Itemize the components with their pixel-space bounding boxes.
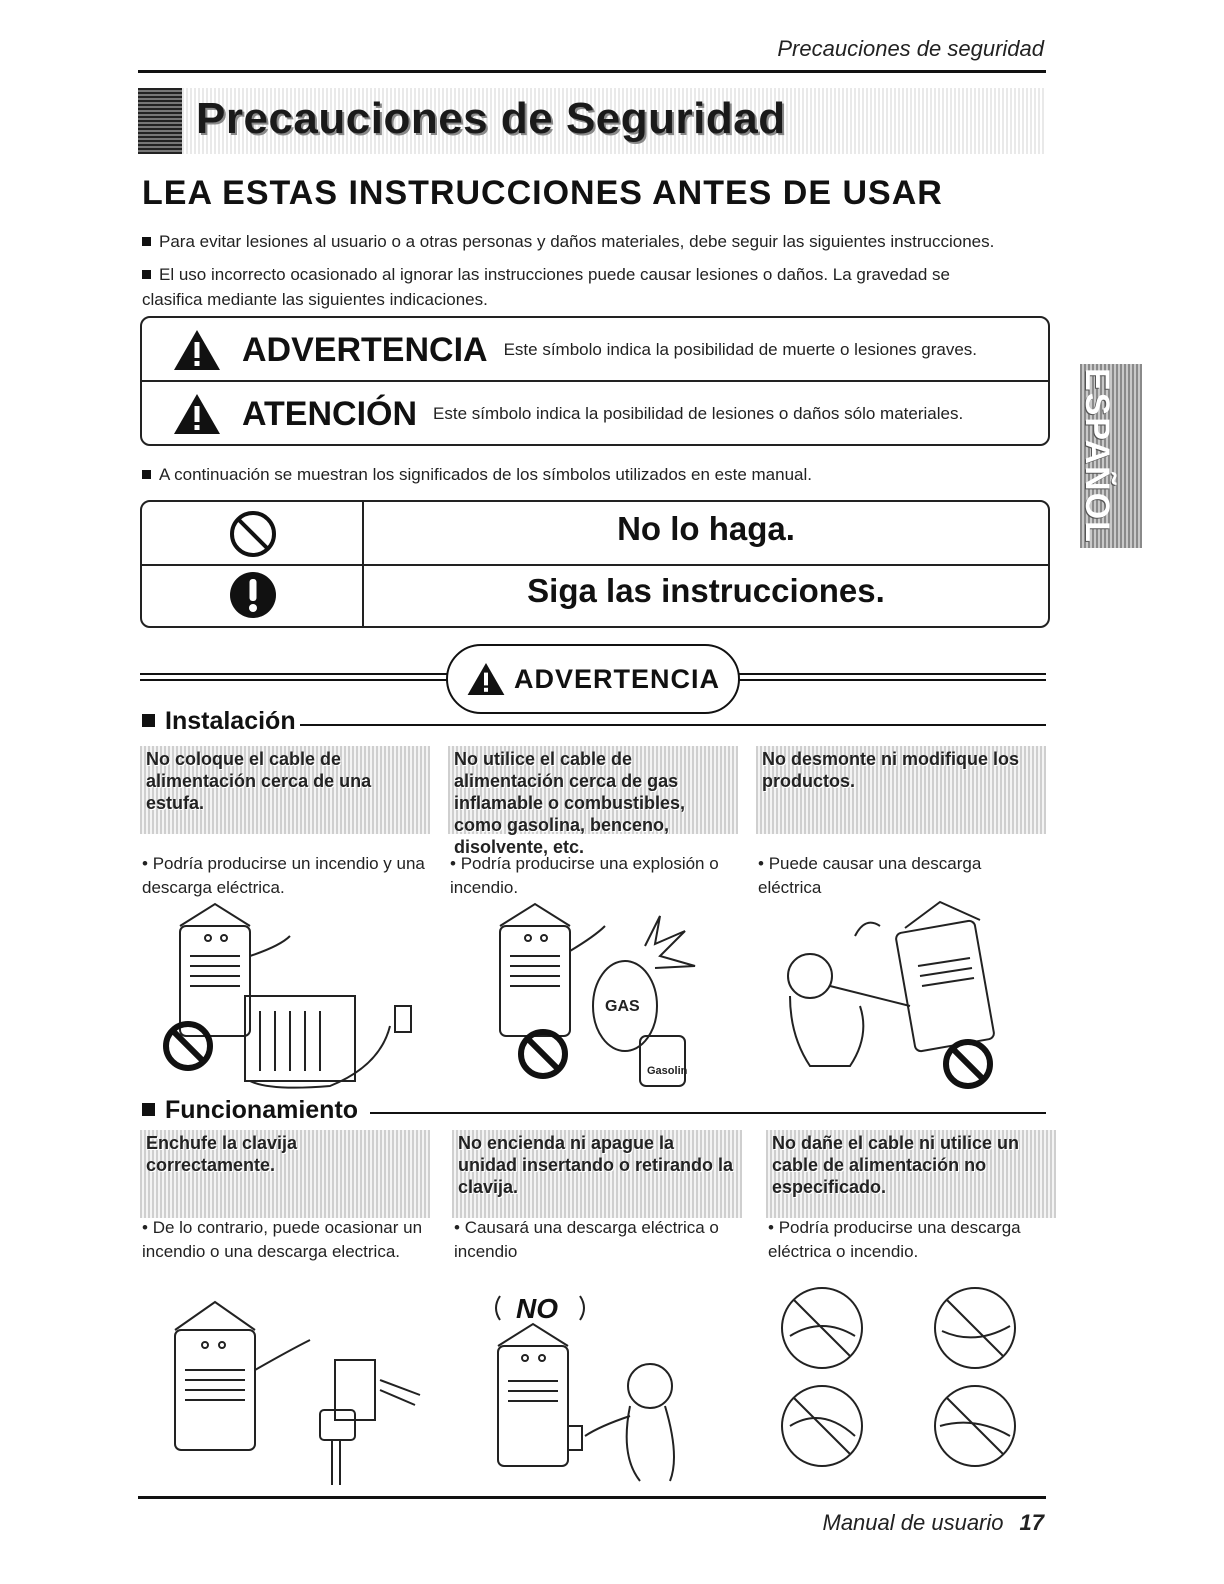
banner-line-left [140,673,448,675]
warning-box: No coloque el cable de alimentación cerca de una estufa. [140,746,430,834]
severity-row-warning [172,328,977,372]
table-divider [142,564,1048,566]
running-header: Precauciones de seguridad [777,36,1044,61]
gasoline-label: Gasolin [647,1065,688,1077]
gas-label: GAS [605,998,640,1015]
page-number: 17 [1019,1510,1044,1535]
bullet-square-icon [142,237,151,246]
severity-label: ATENCIÓN [242,394,418,433]
section-title: Funcionamiento [165,1096,359,1124]
note-text: Podría producirse una explosión o incendio. [450,854,719,897]
severity-divider [142,380,1048,382]
note-text: De lo contrario, puede ocasionar un incendio o una descarga electrica. [142,1218,423,1261]
severity-description: Este símbolo indica la posibilidad de muerte o lesiones graves. [503,340,978,359]
warning-note: • Podría producirse una descarga eléctrica o incendio. [768,1218,1021,1261]
section-heading-installation [142,707,296,736]
intro-bullet-2 [142,262,1002,312]
symbols-intro-text: A continuación se muestran los significados de los símbolos utilizados en este manual. [159,465,812,484]
warning-box: No dañe el cable ni utilice un cable de alimentación no especificado. [766,1130,1056,1218]
section-heading-operation [142,1096,358,1125]
warning-banner-label: ADVERTENCIA [513,663,720,694]
language-tab [1080,364,1142,548]
section-title: Instalación [165,707,296,735]
warning-banner [446,644,740,714]
severity-description: Este símbolo indica la posibilidad de lesiones o daños sólo materiales. [433,404,964,423]
note-text: Podría producirse un incendio y una descarga eléctrica. [142,854,425,897]
bullet-square-icon [142,1103,155,1116]
no-label: NO [516,1293,558,1324]
severity-legend [140,316,1050,446]
page-title: Precauciones de Seguridad [196,94,786,143]
note-text: Causará una descarga eléctrica o incendio [454,1218,719,1261]
warning-box: No utilice el cable de alimentación cerca de gas inflamable o combustibles, como gasolina, benceno, disolvente, etc. [448,746,738,834]
note-text: Podría producirse una descarga eléctrica o incendio. [768,1218,1021,1261]
title-banner-block [138,88,182,154]
warning-note: • De lo contrario, puede ocasionar un incendio o una descarga electrica. [142,1218,423,1261]
illustration-no-plug-switching [480,1286,760,1486]
symbols-intro [142,462,1042,487]
footer [823,1510,1045,1536]
section-rule [300,724,1046,726]
illustration-cable-damage [760,1276,1050,1486]
intro-bullet-1 [142,229,1042,254]
note-text: Puede causar una descarga eléctrica [758,854,982,897]
warning-note: • Causará una descarga eléctrica o incendio [454,1218,719,1261]
header-rule [138,70,1046,73]
bullet-square-icon [142,470,151,479]
instructions-heading: LEA ESTAS INSTRUCCIONES ANTES DE USAR [142,174,943,212]
warning-triangle-icon [172,328,222,372]
warning-box: Enchufe la clavija correctamente. [140,1130,430,1218]
illustration-plug-correctly [160,1290,440,1490]
banner-line-right [734,673,1046,675]
severity-row-caution [172,392,963,436]
illustration-no-disassembly [770,896,1050,1096]
footer-rule [138,1496,1046,1499]
warning-triangle-icon [466,661,506,697]
warning-note: • Podría producirse una explosión o incendio. [450,854,719,897]
warning-box: No desmonte ni modifique los productos. [756,746,1046,834]
footer-manual-label: Manual de usuario [822,1510,1004,1535]
bullet-square-icon [142,714,155,727]
banner-line-left [140,679,448,681]
intro-bullet-text: El uso incorrecto ocasionado al ignorar las instrucciones puede causar lesiones o daños. La gravedad se clasifica mediante las siguientes indicaciones. [142,265,950,309]
prohibition-icon [228,509,278,559]
warning-note: • Podría producirse un incendio y una descarga eléctrica. [142,854,425,897]
symbol-meaning-follow: Siga las instrucciones. [527,572,885,609]
illustration-gas-hazard [455,896,735,1096]
language-tab-label: ESPAÑOL [1078,368,1117,544]
warning-note: • Puede causar una descarga eléctrica [758,854,982,897]
severity-label: ADVERTENCIA [242,330,488,369]
symbols-table [140,500,1050,628]
warning-box: No encienda ni apague la unidad insertando o retirando la clavija. [452,1130,742,1218]
illustration-cord-near-heater [150,896,430,1096]
caution-triangle-icon [172,392,222,436]
symbol-meaning-prohibit: No lo haga. [617,510,795,547]
banner-line-right [734,679,1046,681]
mandatory-icon [228,570,278,620]
bullet-square-icon [142,270,151,279]
section-rule [370,1112,1046,1114]
intro-bullet-text: Para evitar lesiones al usuario o a otras personas y daños materiales, debe seguir las siguientes instrucciones. [159,232,995,251]
